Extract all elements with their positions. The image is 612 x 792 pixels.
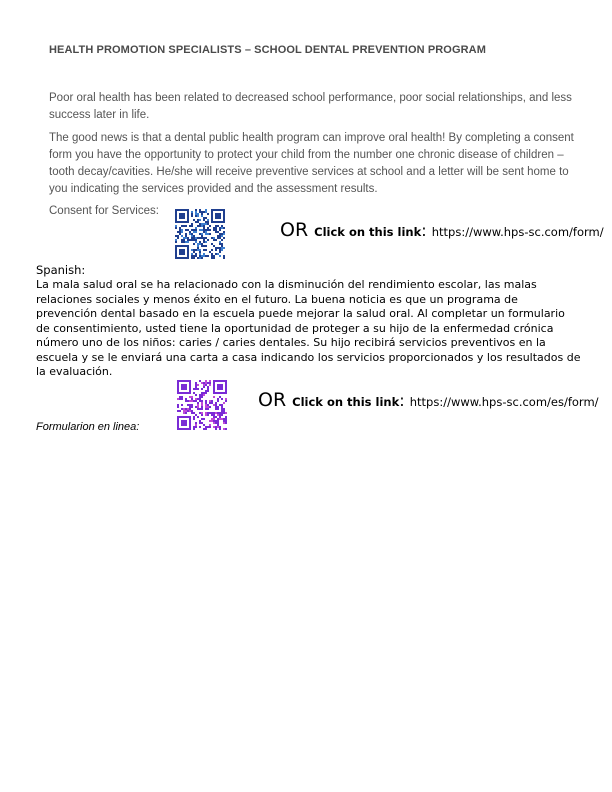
online-form-label: Formularion en linea:	[36, 421, 140, 433]
qr-code-english[interactable]	[175, 209, 225, 259]
page-title: HEALTH PROMOTION SPECIALISTS – SCHOOL DENTAL PREVENTION PROGRAM	[49, 44, 486, 56]
spanish-paragraph: La mala salud oral se ha relacionado con la disminución del rendimiento escolar, las malas relaciones sociales y menos éxito en el futuro. La buena noticia es que un programa de prevención dental basado en la escuela puede mejorar la salud oral. Al completar un formulario de consentimiento, usted tiene la oportunidad de proteger a su hijo de la enfermedad crónica número uno de los niños: caries / caries dentales. Su hijo recibirá servicios preventivos en la escuela y se le enviará una carta a casa indicando los servicios proporcionados y los resultados de la evaluación.	[36, 278, 581, 378]
or-text: OR	[258, 389, 287, 411]
qr-code-icon	[177, 380, 227, 430]
spanish-form-link[interactable]: https://www.hps-sc.com/es/form/	[409, 395, 599, 409]
click-link-label: Click on this link	[292, 395, 400, 409]
consent-label: Consent for Services:	[49, 205, 159, 217]
qr-code-spanish[interactable]	[177, 380, 227, 430]
or-text: OR	[280, 219, 309, 241]
intro-paragraph: Poor oral health has been related to decreased school performance, poor social relationships, and less success later in life.	[49, 92, 572, 121]
english-link-line	[280, 219, 604, 241]
qr-code-icon	[175, 209, 225, 259]
consent-form-link[interactable]: https://www.hps-sc.com/form/	[431, 225, 604, 239]
program-paragraph: The good news is that a dental public health program can improve oral health! By completing a consent form you have the opportunity to protect your child from the number one chronic disease of children – tooth decay/cavities. He/she will receive preventive services at school and a letter will be sent home to you indicating the services provided and the assessment results.	[49, 132, 574, 195]
spanish-label: Spanish:	[36, 263, 86, 277]
colon: :	[421, 221, 427, 240]
spanish-link-line	[258, 389, 599, 411]
click-link-label: Click on this link	[314, 225, 422, 239]
colon: :	[399, 391, 405, 410]
